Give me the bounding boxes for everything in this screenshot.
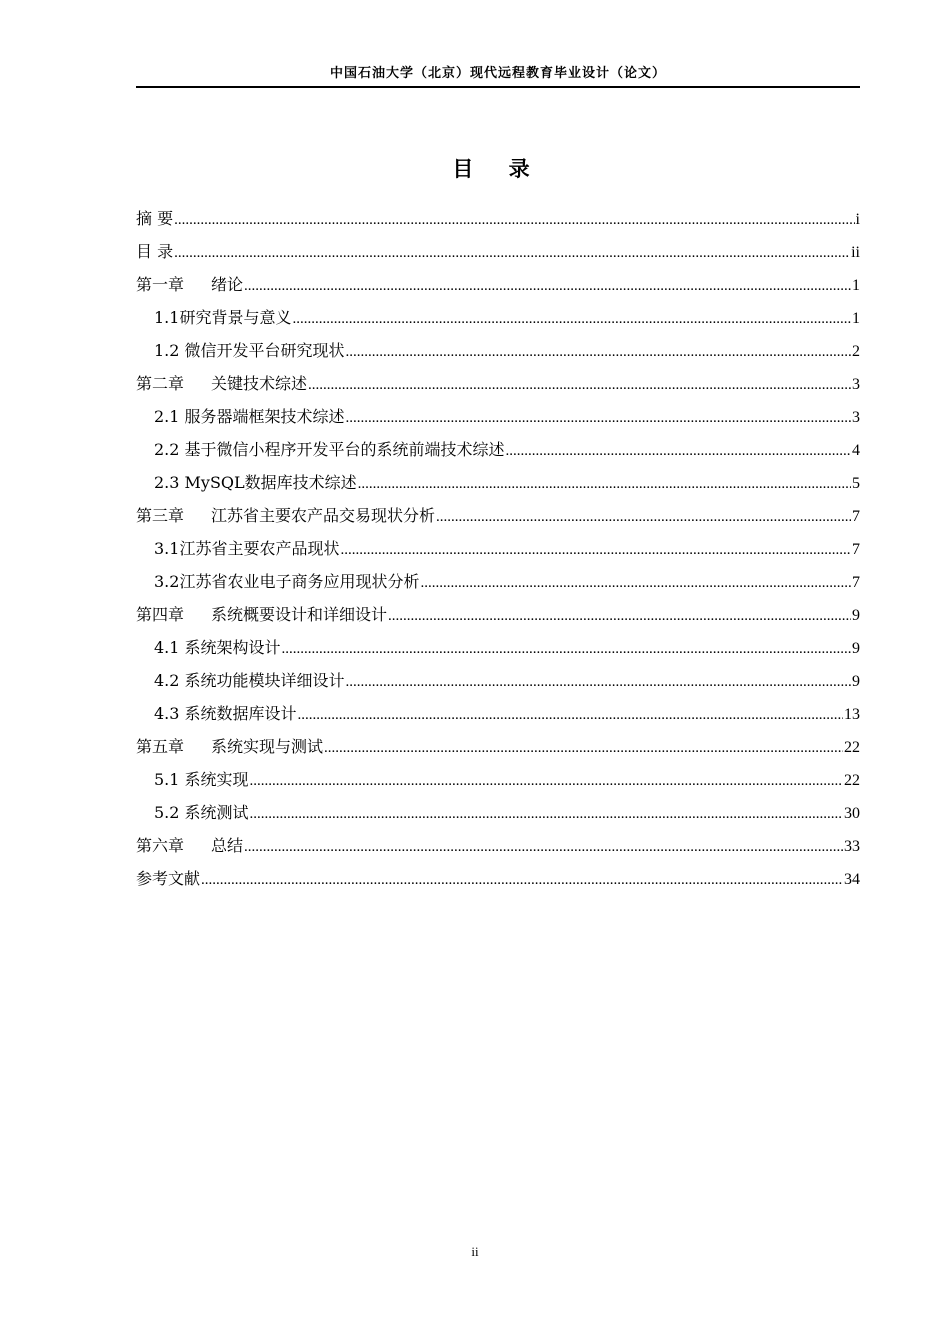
toc-entry-chapter: 2.1 服务器端框架技术综述 xyxy=(154,407,345,426)
toc-entry-chapter: 参考文献 xyxy=(136,869,201,888)
toc-entry[interactable] xyxy=(136,631,860,664)
toc-entry-label xyxy=(136,202,173,235)
toc-leader-dots xyxy=(174,204,854,237)
toc-entry[interactable] xyxy=(136,334,860,367)
toc-leader-dots xyxy=(244,270,851,303)
toc-leader-dots xyxy=(420,567,851,600)
toc-entry-label xyxy=(136,268,243,301)
toc-entry-chapter: 第四章 xyxy=(136,605,185,624)
toc-entry[interactable] xyxy=(136,499,860,532)
toc-entry[interactable] xyxy=(136,400,860,433)
toc-entry-chapter: 第六章 xyxy=(136,836,185,855)
toc-entry[interactable] xyxy=(136,202,860,235)
toc-leader-dots xyxy=(174,237,850,270)
toc-leader-dots xyxy=(346,402,851,435)
toc-leader-dots xyxy=(358,468,851,501)
toc-entry[interactable] xyxy=(136,367,860,400)
toc-entry-label xyxy=(154,796,249,829)
toc-entry-chapter: 3.1江苏省主要农产品现状 xyxy=(154,539,340,558)
toc-entry[interactable] xyxy=(136,697,860,730)
toc-leader-dots xyxy=(298,699,843,732)
toc-entry-page: 7 xyxy=(852,508,860,525)
toc-entry-label xyxy=(136,235,173,268)
toc-entry-label xyxy=(154,565,419,598)
toc-entry-page: 1 xyxy=(852,310,860,327)
toc-entry-chapter: 摘 要 xyxy=(136,209,174,228)
toc-entry[interactable] xyxy=(136,235,860,268)
toc-leader-dots xyxy=(346,666,851,699)
toc-entry-page: 34 xyxy=(844,871,860,888)
toc-entry-chapter: 1.1研究背景与意义 xyxy=(154,308,292,327)
toc-entry[interactable] xyxy=(136,862,860,895)
toc-entry-page: 7 xyxy=(852,574,860,591)
toc-entry-chapter: 4.3 系统数据库设计 xyxy=(154,704,297,723)
toc-entry-page: 22 xyxy=(844,739,860,756)
toc-entry-chapter: 5.1 系统实现 xyxy=(154,770,249,789)
toc-leader-dots xyxy=(436,501,851,534)
toc-entry-page: 13 xyxy=(844,706,860,723)
toc-entry-title: 关键技术综述 xyxy=(211,374,308,393)
toc-leader-dots xyxy=(244,831,843,864)
toc-entry[interactable] xyxy=(136,268,860,301)
toc-entry-label xyxy=(154,763,249,796)
toc-entry-chapter: 1.2 微信开发平台研究现状 xyxy=(154,341,345,360)
toc-entry-chapter: 4.1 系统架构设计 xyxy=(154,638,281,657)
toc-entry-page: 9 xyxy=(852,640,860,657)
toc-entry-chapter: 2.3 MySQL数据库技术综述 xyxy=(154,473,357,492)
toc-entry-chapter: 第一章 xyxy=(136,275,185,294)
toc-entry[interactable] xyxy=(136,730,860,763)
toc-entry-page: 2 xyxy=(852,343,860,360)
toc-entry-page: 33 xyxy=(844,838,860,855)
toc-entry-page: 5 xyxy=(852,475,860,492)
toc-entry[interactable] xyxy=(136,664,860,697)
toc-entry-label xyxy=(154,664,345,697)
toc-entry-page: 7 xyxy=(852,541,860,558)
toc-entry-label xyxy=(154,532,339,565)
toc-entry-label xyxy=(136,499,435,532)
page-number: ii xyxy=(471,1244,479,1259)
toc-leader-dots xyxy=(324,732,843,765)
toc-entry-title: 绪论 xyxy=(211,275,244,294)
toc-entry-title: 总结 xyxy=(211,836,244,855)
toc-entry[interactable] xyxy=(136,532,860,565)
toc-entry-label xyxy=(154,301,291,334)
toc-entry-chapter: 第三章 xyxy=(136,506,185,525)
toc-leader-dots xyxy=(340,534,851,567)
toc-leader-dots xyxy=(292,303,851,336)
toc-entry[interactable] xyxy=(136,433,860,466)
toc-entry[interactable] xyxy=(136,829,860,862)
toc-entry-page: 3 xyxy=(852,376,860,393)
toc-entry-chapter: 第二章 xyxy=(136,374,185,393)
toc-leader-dots xyxy=(282,633,851,666)
toc-entry[interactable] xyxy=(136,796,860,829)
toc-entry-label xyxy=(154,466,357,499)
toc-entry-chapter: 目 录 xyxy=(136,242,174,261)
toc-entry-label xyxy=(136,862,200,895)
toc-entry[interactable] xyxy=(136,301,860,334)
toc-entry-label xyxy=(154,697,297,730)
toc-entry-chapter: 第五章 xyxy=(136,737,185,756)
toc-entry-page: 9 xyxy=(852,673,860,690)
toc-entry-label xyxy=(154,433,505,466)
toc-entry-title: 系统概要设计和详细设计 xyxy=(211,605,388,624)
toc-entry[interactable] xyxy=(136,565,860,598)
header-rule xyxy=(136,86,860,88)
toc-entry-page: 9 xyxy=(852,607,860,624)
toc-leader-dots xyxy=(308,369,851,402)
toc-entry-label xyxy=(154,400,345,433)
toc-leader-dots xyxy=(250,765,843,798)
toc-entry-page: ii xyxy=(851,244,860,261)
toc-entry-chapter: 5.2 系统测试 xyxy=(154,803,249,822)
toc-entry-page: 4 xyxy=(852,442,860,459)
toc-entry-label xyxy=(136,367,307,400)
running-header: 中国石油大学（北京）现代远程教育毕业设计（论文） xyxy=(329,66,666,81)
toc-entry-page: i xyxy=(855,211,860,228)
toc-entry-label xyxy=(136,829,243,862)
toc-entry-page: 22 xyxy=(844,772,860,789)
toc-entry-title: 系统实现与测试 xyxy=(211,737,324,756)
toc-entry[interactable] xyxy=(136,598,860,631)
toc-entry[interactable] xyxy=(136,763,860,796)
toc-entry-page: 1 xyxy=(852,277,860,294)
toc-entry-label xyxy=(136,598,387,631)
toc-entry-page: 30 xyxy=(844,805,860,822)
toc-entry[interactable] xyxy=(136,466,860,499)
toc-entry-chapter: 2.2 基于微信小程序开发平台的系统前端技术综述 xyxy=(154,440,505,459)
toc-entry-label xyxy=(136,730,323,763)
toc-entry-chapter: 4.2 系统功能模块详细设计 xyxy=(154,671,345,690)
toc-entry-page: 3 xyxy=(852,409,860,426)
toc-title: 目 录 xyxy=(452,156,544,181)
toc-leader-dots xyxy=(388,600,851,633)
toc-entry-label xyxy=(154,334,345,367)
toc-leader-dots xyxy=(250,798,843,831)
toc-entry-chapter: 3.2江苏省农业电子商务应用现状分析 xyxy=(154,572,420,591)
toc-entry-title: 江苏省主要农产品交易现状分析 xyxy=(211,506,436,525)
toc-leader-dots xyxy=(201,864,843,897)
toc-leader-dots xyxy=(506,435,851,468)
table-of-contents xyxy=(136,202,860,895)
toc-leader-dots xyxy=(346,336,851,369)
toc-entry-label xyxy=(154,631,281,664)
